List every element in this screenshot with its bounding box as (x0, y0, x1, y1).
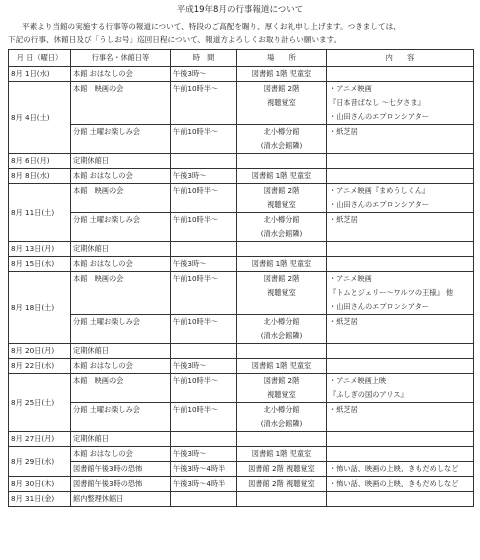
time-cell (171, 344, 237, 359)
time-cell (171, 169, 237, 184)
place-cell (237, 344, 327, 359)
time-cell (171, 272, 237, 315)
content-line: ・怖い話、映画の上映、きもだめしなど (329, 479, 459, 488)
place-cell (237, 67, 327, 82)
time-cell (171, 184, 237, 213)
table-header-row (9, 50, 474, 67)
content-line: 『トムとジェリー～ワルツの王様』 他 (329, 288, 454, 297)
event-line: 分館 土曜お楽しみ会 (73, 215, 140, 224)
event-line: 本館 おはなしの会 (73, 171, 133, 180)
time-line: 午後3時～4時半 (173, 479, 226, 488)
time-line: 午前10時半～ (173, 127, 219, 136)
event-cell (71, 82, 171, 125)
time-cell (171, 374, 237, 403)
date-cell: 8月 31日(金) (9, 492, 71, 507)
time-line: 午後3時～ (173, 449, 207, 458)
event-cell (71, 213, 171, 242)
place-cell (237, 477, 327, 492)
content-line: ・アニメ映画『まめうしくん』 (329, 186, 430, 195)
content-cell (327, 477, 474, 492)
header-event: 行事名・休館日等 (71, 50, 171, 67)
header-date: 月 日（曜日） (9, 50, 71, 67)
place-line: 図書館 2階 (263, 274, 300, 283)
place-line: 視聴覚室 (267, 98, 296, 107)
place-line: (清水会館隣) (260, 419, 303, 428)
date-cell: 8月 8日(水) (9, 169, 71, 184)
event-line: 分館 土曜お楽しみ会 (73, 405, 140, 414)
event-cell (71, 154, 171, 169)
time-cell (171, 403, 237, 432)
place-line: 図書館 2階 (263, 186, 300, 195)
table-row (9, 315, 474, 344)
content-line: ・アニメ映画上映 (329, 376, 387, 385)
content-line: ・アニメ映画 (329, 274, 372, 283)
table-row (9, 257, 474, 272)
content-cell (327, 315, 474, 344)
intro-line: 平素より当館の実施する行事等の報道について、特段のご高配を賜り、厚くお礼申し上げます。つきましては、 (22, 22, 401, 31)
time-cell (171, 315, 237, 344)
content-cell (327, 82, 474, 125)
time-line: 午前10時半～ (173, 186, 219, 195)
place-cell (237, 272, 327, 315)
place-cell (237, 447, 327, 462)
table-row (9, 169, 474, 184)
place-line: 図書館 2階 (263, 376, 300, 385)
event-line: 定期休館日 (73, 156, 109, 165)
time-line: 午前10時半～ (173, 376, 219, 385)
event-cell (71, 242, 171, 257)
place-cell (237, 315, 327, 344)
event-line: 本館 おはなしの会 (73, 259, 133, 268)
event-cell (71, 169, 171, 184)
place-line: (清水会館隣) (260, 141, 303, 150)
place-cell (237, 257, 327, 272)
header-place: 場 所 (237, 50, 327, 67)
content-line: 『日本昔ばなし ～七夕さま』 (329, 98, 425, 107)
table-row (9, 462, 474, 477)
content-cell (327, 125, 474, 154)
content-line: 『ふしぎの国のアリス』 (329, 390, 408, 399)
event-line: 図書館午後3時の恐怖 (73, 464, 143, 473)
date-cell: 8月 20日(月) (9, 344, 71, 359)
date-cell: 8月 22日(水) (9, 359, 71, 374)
event-line: 館内整理休館日 (73, 494, 124, 503)
event-cell (71, 67, 171, 82)
event-cell (71, 492, 171, 507)
place-cell (237, 374, 327, 403)
content-cell (327, 257, 474, 272)
time-cell (171, 242, 237, 257)
content-line: ・紙芝居 (329, 405, 358, 414)
time-line: 午後3時～ (173, 361, 207, 370)
time-cell (171, 257, 237, 272)
content-cell (327, 242, 474, 257)
content-cell (327, 492, 474, 507)
place-line: 視聴覚室 (267, 200, 296, 209)
time-line: 午前10時半～ (173, 274, 219, 283)
table-row (9, 432, 474, 447)
event-line: 本館 おはなしの会 (73, 361, 133, 370)
time-line: 午前10時半～ (173, 317, 219, 326)
content-cell (327, 432, 474, 447)
content-line: ・怖い話、映画の上映、きもだめしなど (329, 464, 459, 473)
event-line: 本館 おはなしの会 (73, 449, 133, 458)
event-line: 分館 土曜お楽しみ会 (73, 317, 140, 326)
place-cell (237, 125, 327, 154)
place-line: (清水会館隣) (260, 331, 303, 340)
content-cell (327, 169, 474, 184)
place-line: 図書館 2階 視聴覚室 (248, 464, 315, 473)
event-cell (71, 462, 171, 477)
place-line: 北小樽分館 (263, 215, 300, 224)
content-line: ・アニメ映画 (329, 84, 372, 93)
time-line: 午後3時～ (173, 259, 207, 268)
table-row (9, 272, 474, 315)
content-cell (327, 184, 474, 213)
event-line: 分館 土曜お楽しみ会 (73, 127, 140, 136)
place-cell (237, 82, 327, 125)
event-cell (71, 344, 171, 359)
header-content: 内 容 (327, 50, 474, 67)
table-row (9, 403, 474, 432)
place-line: 視聴覚室 (267, 390, 296, 399)
event-line: 本館 映画の会 (73, 274, 124, 283)
event-line: 本館 映画の会 (73, 84, 124, 93)
content-cell (327, 447, 474, 462)
table-row (9, 184, 474, 213)
table-row (9, 359, 474, 374)
event-cell (71, 257, 171, 272)
date-cell: 8月 4日(土) (9, 82, 71, 154)
table-row (9, 447, 474, 462)
time-cell (171, 432, 237, 447)
event-line: 定期休館日 (73, 244, 109, 253)
intro-text (8, 20, 472, 46)
place-cell (237, 242, 327, 257)
place-line: (清水会館隣) (260, 229, 303, 238)
time-cell (171, 447, 237, 462)
content-cell (327, 462, 474, 477)
date-cell: 8月 13日(月) (9, 242, 71, 257)
table-row (9, 213, 474, 242)
content-line: ・紙芝居 (329, 127, 358, 136)
table-row (9, 67, 474, 82)
event-line: 本館 おはなしの会 (73, 69, 133, 78)
place-line: 北小樽分館 (263, 317, 300, 326)
date-cell: 8月 30日(木) (9, 477, 71, 492)
event-cell (71, 403, 171, 432)
content-cell (327, 344, 474, 359)
time-line: 午後3時～ (173, 171, 207, 180)
date-cell: 8月 15日(水) (9, 257, 71, 272)
time-cell (171, 213, 237, 242)
time-cell (171, 492, 237, 507)
place-line: 図書館 2階 (263, 84, 300, 93)
place-cell (237, 359, 327, 374)
place-line: 視聴覚室 (267, 288, 296, 297)
time-cell (171, 82, 237, 125)
event-line: 定期休館日 (73, 434, 109, 443)
schedule-table (8, 49, 474, 507)
content-cell (327, 154, 474, 169)
time-cell (171, 359, 237, 374)
content-cell (327, 272, 474, 315)
table-body (9, 67, 474, 507)
table-row (9, 477, 474, 492)
place-line: 図書館 1階 児童室 (251, 69, 312, 78)
content-line: ・山田さんのエプロンシアター (329, 200, 429, 209)
time-line: 午後3時～4時半 (173, 464, 226, 473)
table-row (9, 82, 474, 125)
time-cell (171, 67, 237, 82)
time-line: 午前10時半～ (173, 215, 219, 224)
content-line: ・山田さんのエプロンシアター (329, 112, 429, 121)
table-row (9, 242, 474, 257)
content-cell (327, 403, 474, 432)
event-cell (71, 125, 171, 154)
event-line: 定期休館日 (73, 346, 109, 355)
header-time: 時 間 (171, 50, 237, 67)
place-line: 図書館 2階 視聴覚室 (248, 479, 315, 488)
event-cell (71, 432, 171, 447)
content-cell (327, 67, 474, 82)
table-row (9, 374, 474, 403)
event-cell (71, 359, 171, 374)
event-line: 本館 映画の会 (73, 376, 124, 385)
place-cell (237, 169, 327, 184)
time-cell (171, 154, 237, 169)
event-cell (71, 477, 171, 492)
place-line: 北小樽分館 (263, 405, 300, 414)
time-line: 午後3時～ (173, 69, 207, 78)
intro-line: 下記の行事、休館日及び「うしお号」巡回日程について、報道方よろしくお取り計らい願います。 (8, 35, 342, 44)
date-cell: 8月 29日(水) (9, 447, 71, 477)
place-cell (237, 492, 327, 507)
place-line: 図書館 1階 児童室 (251, 449, 312, 458)
place-cell (237, 213, 327, 242)
table-row (9, 125, 474, 154)
time-cell (171, 462, 237, 477)
time-line: 午前10時半～ (173, 84, 219, 93)
place-line: 図書館 1階 児童室 (251, 259, 312, 268)
place-cell (237, 462, 327, 477)
place-cell (237, 403, 327, 432)
event-cell (71, 315, 171, 344)
content-line: ・山田さんのエプロンシアター (329, 302, 429, 311)
event-cell (71, 447, 171, 462)
place-cell (237, 432, 327, 447)
time-cell (171, 125, 237, 154)
date-cell: 8月 25日(土) (9, 374, 71, 432)
content-line: ・紙芝居 (329, 317, 358, 326)
event-cell (71, 184, 171, 213)
place-cell (237, 184, 327, 213)
content-line: ・紙芝居 (329, 215, 358, 224)
date-cell: 8月 11日(土) (9, 184, 71, 242)
content-cell (327, 359, 474, 374)
event-line: 図書館午後3時の恐怖 (73, 479, 143, 488)
date-cell: 8月 1日(水) (9, 67, 71, 82)
place-line: 図書館 1階 児童室 (251, 361, 312, 370)
date-cell: 8月 27日(月) (9, 432, 71, 447)
table-row (9, 492, 474, 507)
date-cell: 8月 6日(月) (9, 154, 71, 169)
time-cell (171, 477, 237, 492)
place-cell (237, 154, 327, 169)
event-line: 本館 映画の会 (73, 186, 124, 195)
place-line: 北小樽分館 (263, 127, 300, 136)
date-cell: 8月 18日(土) (9, 272, 71, 344)
content-cell (327, 374, 474, 403)
document-title: 平成19年8月の行事報道について (176, 5, 304, 15)
place-line: 図書館 1階 児童室 (251, 171, 312, 180)
table-row (9, 154, 474, 169)
table-row (9, 344, 474, 359)
event-cell (71, 272, 171, 315)
event-cell (71, 374, 171, 403)
content-cell (327, 213, 474, 242)
time-line: 午前10時半～ (173, 405, 219, 414)
